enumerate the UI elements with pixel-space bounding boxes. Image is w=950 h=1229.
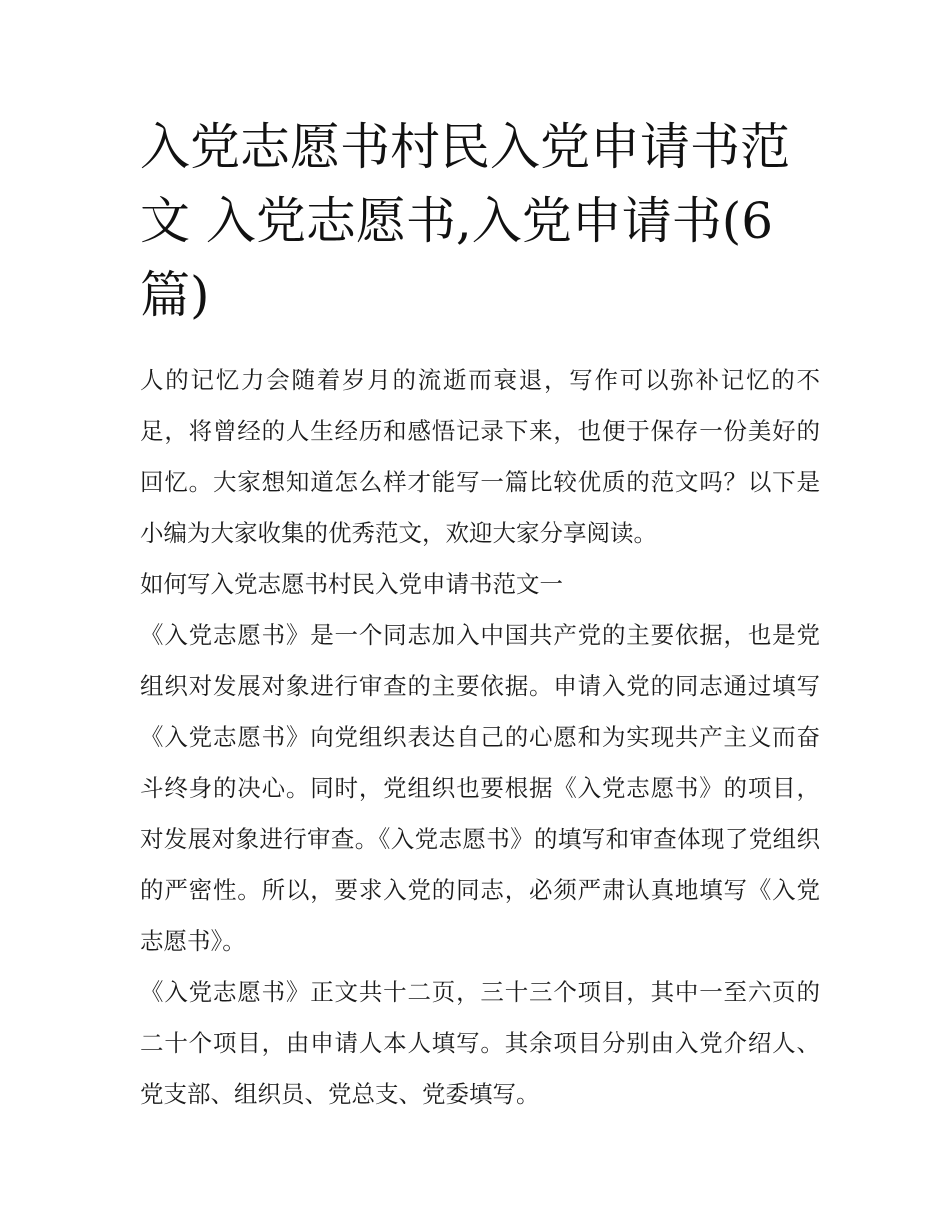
document-title: 入党志愿书村民入党申请书范文 入党志愿书,入党申请书(6篇) bbox=[140, 118, 790, 324]
intro-paragraph: 人的记忆力会随着岁月的流逝而衰退，写作可以弥补记忆的不足，将曾经的人生经历和感悟记录下来，也便于保存一份美好的回忆。大家想知道怎么样才能写一篇比较优质的范文吗？以下是小编为大家收集的优秀范文，欢迎大家分享阅读。 bbox=[140, 366, 820, 547]
body-paragraph: 《入党志愿书》正文共十二页，三十三个项目，其中一至六页的二十个项目，由申请人本人填写。其余项目分别由入党介绍人、党支部、组织员、党总支、党委填写。 bbox=[140, 978, 820, 1108]
document-body bbox=[140, 355, 820, 1120]
body-paragraph: 《入党志愿书》是一个同志加入中国共产党的主要依据，也是党组织对发展对象进行审查的主要依据。申请入党的同志通过填写《入党志愿书》向党组织表达自己的心愿和为实现共产主义而奋斗终身的决心。同时，党组织也要根据《入党志愿书》的项目，对发展对象进行审查。《入党志愿书》的填写和审查体现了党组织的严密性。所以，要求入党的同志，必须严肃认真地填写《入党志愿书》。 bbox=[140, 621, 820, 955]
section-heading: 如何写入党志愿书村民入党申请书范文一 bbox=[140, 570, 563, 598]
